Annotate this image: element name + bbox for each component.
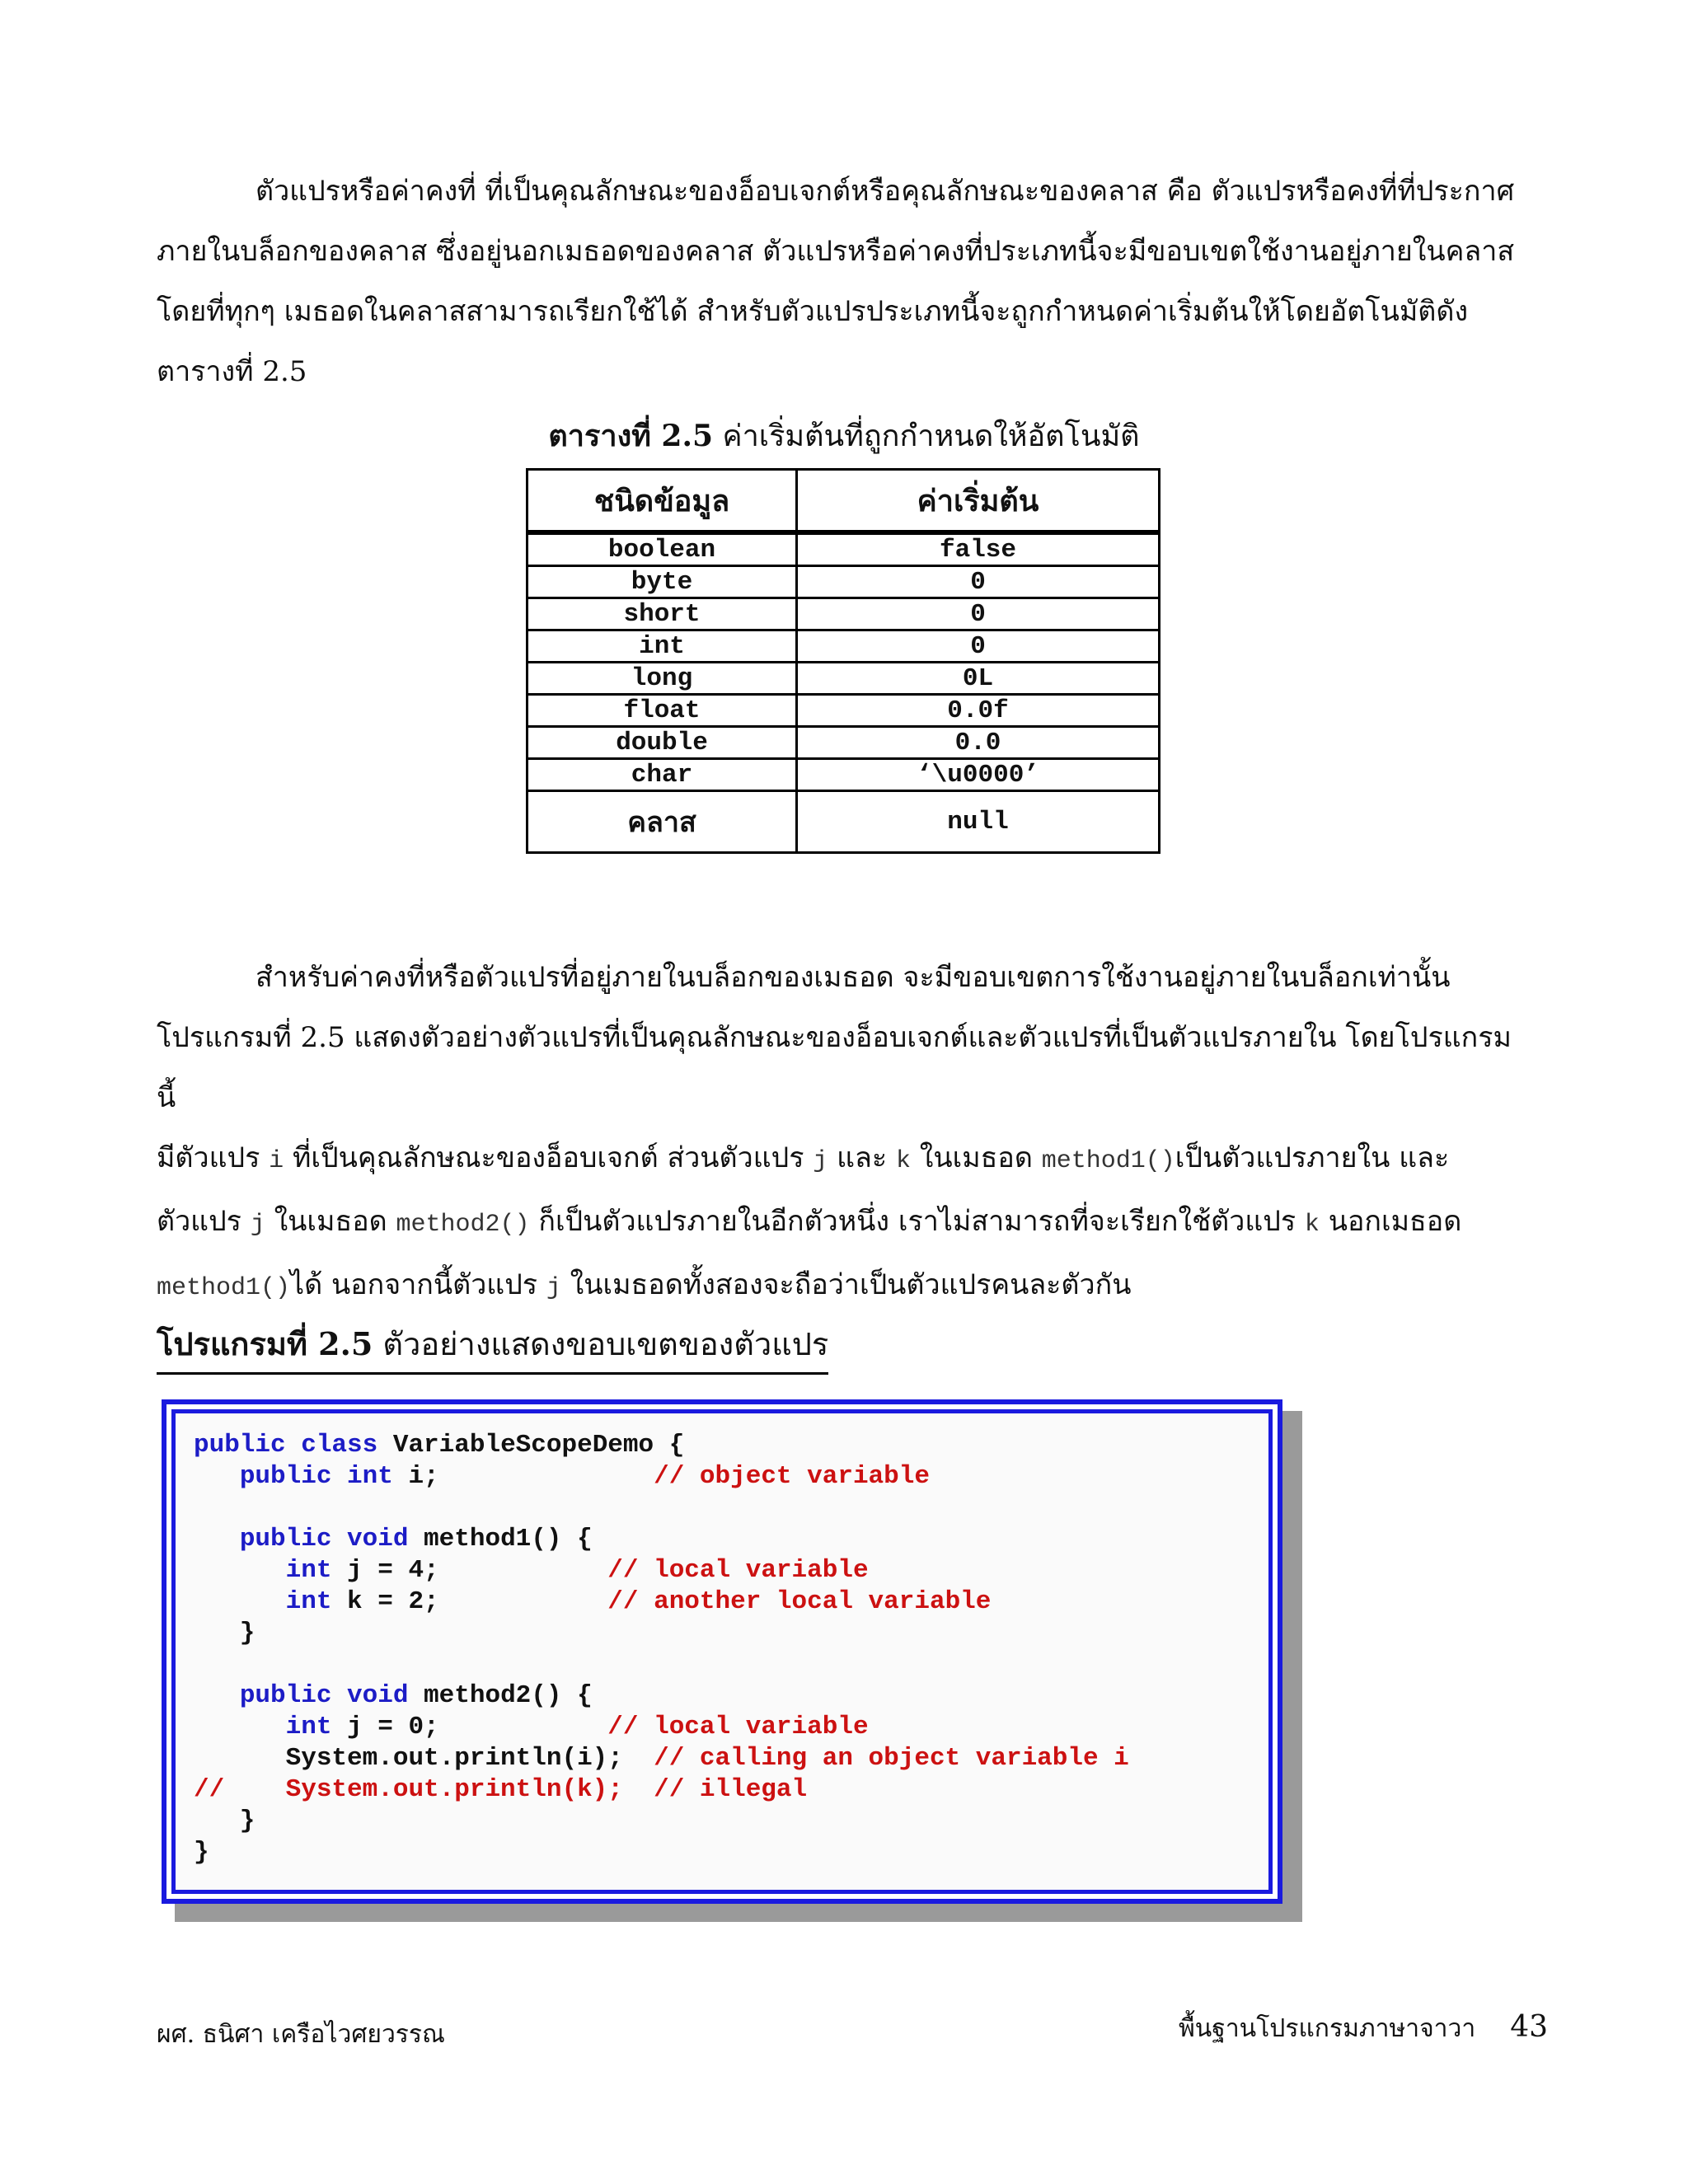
paragraph-line: โปรแกรมที่ 2.5 แสดงตัวอย่างตัวแปรที่เป็นคุณลักษณะของอ็อบเจกต์และตัวแปรที่เป็นตัวแปรภายใน โดยโปรแกรมนี้	[157, 1021, 1512, 1114]
type-cell: char	[528, 759, 797, 791]
code-line: }	[194, 1619, 256, 1647]
code-box	[162, 1399, 1282, 1904]
code-line: int j = 0; // local variable	[285, 1713, 869, 1741]
paragraph-intro	[157, 162, 1525, 402]
type-cell: คลาส	[528, 791, 797, 853]
code-line: public class VariableScopeDemo {	[194, 1431, 685, 1460]
type-cell: byte	[528, 566, 797, 598]
code-line: public int i; // object variable	[239, 1462, 930, 1491]
code-line: public void method2() {	[239, 1681, 593, 1710]
program-heading-text: ตัวอย่างแสดงขอบเขตของตัวแปร	[373, 1326, 829, 1362]
code-line: }	[194, 1807, 256, 1835]
type-cell: long	[528, 663, 797, 695]
code-listing	[194, 1430, 1129, 1868]
table-row	[528, 566, 1160, 598]
code-line: }	[194, 1838, 209, 1867]
code-line-blank	[194, 1493, 1129, 1524]
value-cell: 0L	[797, 663, 1160, 695]
program-heading	[157, 1319, 828, 1375]
code-line-blank	[194, 1649, 1129, 1680]
inline-code: j	[546, 1274, 561, 1302]
paragraph-line: method1()ได้ นอกจากนี้ตัวแปร j ในเมธอดทั้งสองจะถือว่าเป็นตัวแปรคนละตัวกัน	[157, 1268, 1132, 1302]
program-heading-label: โปรแกรมที่ 2.5	[157, 1325, 373, 1362]
type-cell: float	[528, 695, 797, 727]
table-header-row	[528, 470, 1160, 533]
paragraph-line: มีตัวแปร i ที่เป็นคุณลักษณะของอ็อบเจกต์ ส่วนตัวแปร j และ k ในเมธอด method1()เป็นตัวแปรภายใน และ	[157, 1141, 1450, 1175]
inline-code: k	[1304, 1211, 1320, 1239]
type-cell: double	[528, 727, 797, 759]
code-line: System.out.println(i); // calling an object variable i	[194, 1744, 1129, 1773]
value-cell: 0.0	[797, 727, 1160, 759]
code-line: int j = 4; // local variable	[285, 1556, 869, 1585]
footer-author: ผศ. ธนิศา เครือไวศยวรรณ	[157, 2020, 445, 2049]
code-line: public void method1() {	[239, 1525, 593, 1554]
table-row	[528, 791, 1160, 853]
paragraph-line: สำหรับค่าคงที่หรือตัวแปรที่อยู่ภายในบล็อกของเมธอด จะมีขอบเขตการใช้งานอยู่ภายในบล็อกเท่านั้น	[256, 961, 1451, 994]
inline-code: i	[269, 1147, 284, 1175]
inline-code: method1()	[1041, 1147, 1175, 1175]
paragraph-line: โดยที่ทุกๆ เมธอดในคลาสสามารถเรียกใช้ได้ สำหรับตัวแปรประเภทนี้จะถูกกำหนดค่าเริ่มต้นให้โดยอัตโนมัติดัง	[157, 295, 1469, 328]
value-cell: null	[797, 791, 1160, 853]
inline-code: method2()	[396, 1211, 530, 1239]
table-caption-label: ตารางที่ 2.5	[548, 419, 714, 453]
page-number: 43	[1510, 2010, 1549, 2044]
default-values-table	[526, 468, 1160, 854]
value-cell: 0	[797, 630, 1160, 663]
value-cell: 0	[797, 598, 1160, 630]
code-line: // System.out.println(k); // illegal	[194, 1775, 808, 1804]
inline-code: j	[813, 1147, 828, 1175]
inline-code: k	[895, 1147, 911, 1175]
value-cell: false	[797, 532, 1160, 566]
table-row	[528, 759, 1160, 791]
table-row	[528, 663, 1160, 695]
value-cell: ‘\u0000’	[797, 759, 1160, 791]
code-line: int k = 2; // another local variable	[285, 1587, 992, 1616]
inline-code: method1()	[157, 1274, 291, 1302]
paragraph-line: ภายในบล็อกของคลาส ซึ่งอยู่นอกเมธอดของคลาส ตัวแปรหรือค่าคงที่ประเภทนี้จะมีขอบเขตใช้งานอยู่ภายในคลาส	[157, 235, 1515, 268]
paragraph-line: ตัวแปรหรือค่าคงที่ ที่เป็นคุณลักษณะของอ็อบเจกต์หรือคุณลักษณะของคลาส คือ ตัวแปรหรือคงที่ที่ประกาศ	[256, 175, 1515, 208]
table-row	[528, 727, 1160, 759]
paragraph-scope	[157, 948, 1525, 1319]
inline-code: j	[250, 1211, 265, 1239]
value-cell: 0	[797, 566, 1160, 598]
table-row	[528, 598, 1160, 630]
type-cell: short	[528, 598, 797, 630]
table-row	[528, 695, 1160, 727]
table-caption	[0, 412, 1688, 459]
type-cell: int	[528, 630, 797, 663]
type-cell: boolean	[528, 532, 797, 566]
paragraph-line: ตัวแปร j ในเมธอด method2() ก็เป็นตัวแปรภายในอีกตัวหนึ่ง เราไม่สามารถที่จะเรียกใช้ตัวแปร k นอกเมธอด	[157, 1205, 1462, 1239]
table-caption-text: ค่าเริ่มต้นที่ถูกกำหนดให้อัตโนมัติ	[713, 419, 1140, 453]
footer-book	[1179, 2009, 1548, 2048]
footer-book-title: พื้นฐานโปรแกรมภาษาจาวา	[1179, 2014, 1476, 2043]
table-row	[528, 532, 1160, 566]
table-row	[528, 630, 1160, 663]
column-header-default: ค่าเริ่มต้น	[797, 470, 1160, 533]
paragraph-line: ตารางที่ 2.5	[157, 355, 307, 388]
column-header-type: ชนิดข้อมูล	[528, 470, 797, 533]
value-cell: 0.0f	[797, 695, 1160, 727]
code-box-inner	[171, 1409, 1273, 1894]
